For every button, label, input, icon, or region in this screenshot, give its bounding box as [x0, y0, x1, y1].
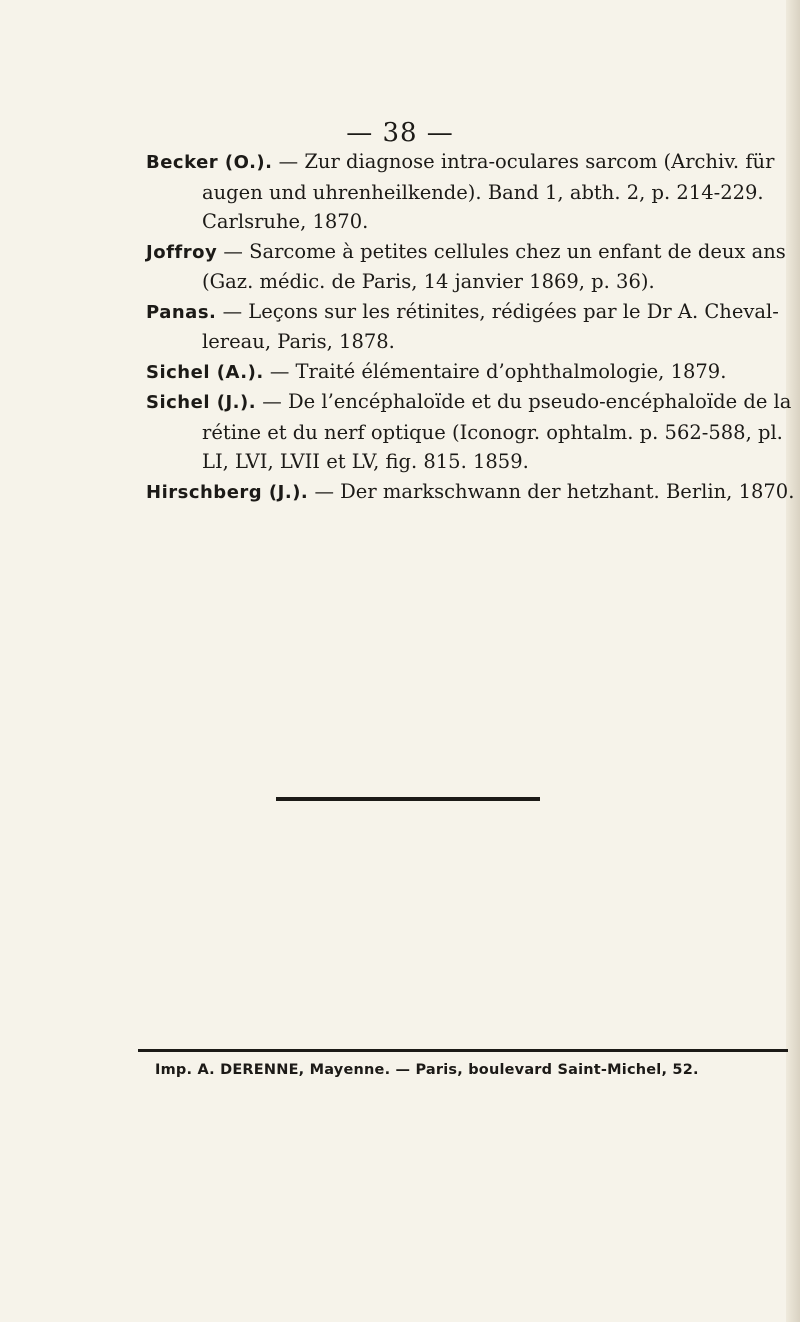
bibliography-list [146, 147, 796, 507]
end-rule [276, 797, 540, 801]
entry-author: Joffroy [146, 241, 218, 263]
bibliography-entry [146, 387, 796, 477]
entry-text: — De l’encéphaloïde et du pseudo-encéphaloïde de la rétine et du nerf optique (Iconogr. ophtalm. p. 562-588, pl. LI, LVI, LVII et LV, fig. 815. 1859. [202, 390, 792, 473]
bibliography-entry [146, 297, 796, 357]
printer-imprint: Imp. A. DERENNE, Mayenne. — Paris, boulevard Saint-Michel, 52. [155, 1062, 699, 1078]
entry-author: Panas. [146, 301, 217, 323]
entry-text: — Zur diagnose intra-oculares sarcom (Archiv. für augen und uhrenheilkende). Band 1, abth. 2, p. 214-229. Carlsruhe, 1870. [202, 150, 775, 233]
entry-author: Sichel (A.). [146, 361, 264, 383]
entry-text: — Sarcome à petites cellules chez un enfant de deux ans (Gaz. médic. de Paris, 14 janvier 1869, p. 36). [202, 239, 786, 293]
imprint-rule [138, 1049, 788, 1052]
bibliography-entry [146, 477, 796, 508]
bibliography-entry [146, 237, 796, 297]
entry-author: Becker (O.). [146, 152, 273, 173]
page-number: — 38 — [346, 118, 454, 148]
entry-author: Sichel (J.). [146, 392, 257, 413]
entry-text: — Traité élémentaire d’ophthalmologie, 1879. [263, 359, 727, 383]
bibliography-entry [146, 357, 796, 388]
bibliography-entry [146, 147, 796, 237]
entry-author: Hirschberg (J.). [146, 481, 309, 503]
entry-text: — Leçons sur les rétinites, rédigées par le Dr A. Cheval-lereau, Paris, 1878. [202, 299, 779, 353]
entry-text: — Der markschwann der hetzhant. Berlin, 1870. [308, 479, 795, 503]
